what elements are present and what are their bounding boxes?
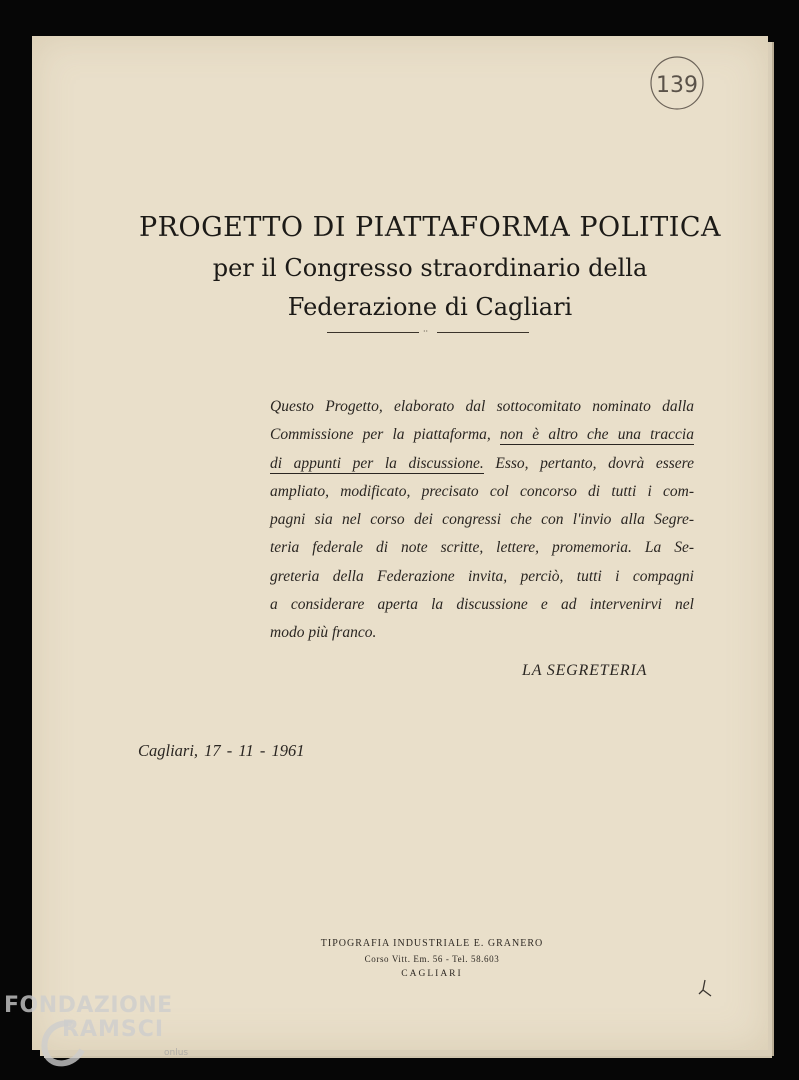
note-line: a considerare aperta la discussione e ad intervenirvi nel: [270, 596, 694, 614]
underlined-phrase: di appunti per la discussione.: [270, 454, 484, 472]
document-title: PROGETTO DI PIATTAFORMA POLITICA: [138, 212, 722, 243]
note-line: [270, 421, 694, 449]
archive-number-stamp: [648, 52, 706, 112]
document-date: Cagliari, 17 - 11 - 1961: [138, 741, 305, 760]
printer-city: CAGLIARI: [401, 969, 463, 979]
divider-ornament: ··: [423, 327, 429, 336]
document-subtitle-line1: per il Congresso straordinario della: [212, 254, 648, 282]
watermark-text-line1: FONDAZIONE: [4, 993, 173, 1018]
pencil-tick-icon: [696, 978, 714, 1000]
note-line: Questo Progetto, elaborato dal sottocomitato nominato dalla: [270, 398, 694, 415]
note-line: modo più franco.: [270, 624, 377, 642]
introductory-note: [270, 393, 694, 648]
watermark-text-line2: RAMSCI: [62, 1017, 165, 1042]
title-divider: [327, 327, 529, 336]
archive-number-text: 139: [656, 73, 698, 98]
signature: LA SEGRETERIA: [522, 662, 648, 679]
note-line: pagni sia nel corso dei congressi che con l'invio alla Segre-: [270, 511, 694, 529]
document-subtitle-line2: Federazione di Cagliari: [287, 293, 573, 321]
archive-watermark: [4, 990, 204, 1080]
underlined-phrase: non è altro che una traccia: [499, 426, 694, 444]
note-line: greteria della Federazione invita, perciò, tutti i compagni: [270, 567, 694, 585]
note-line: [270, 450, 694, 478]
note-line: teria federale di note scritte, lettere, promemoria. La Se-: [270, 539, 694, 557]
note-text: Commissione per la piattaforma,: [270, 426, 500, 444]
watermark-small-text: onlus: [164, 1048, 189, 1058]
note-text: Esso, pertanto, dovrà essere: [483, 454, 694, 472]
printer-address: Corso Vitt. Em. 56 - Tel. 58.603: [364, 954, 500, 964]
printer-name: TIPOGRAFIA INDUSTRIALE E. GRANERO: [320, 938, 544, 949]
note-line: ampliato, modificato, precisato col concorso di tutti i com-: [270, 482, 694, 500]
document-page: [32, 36, 768, 1050]
